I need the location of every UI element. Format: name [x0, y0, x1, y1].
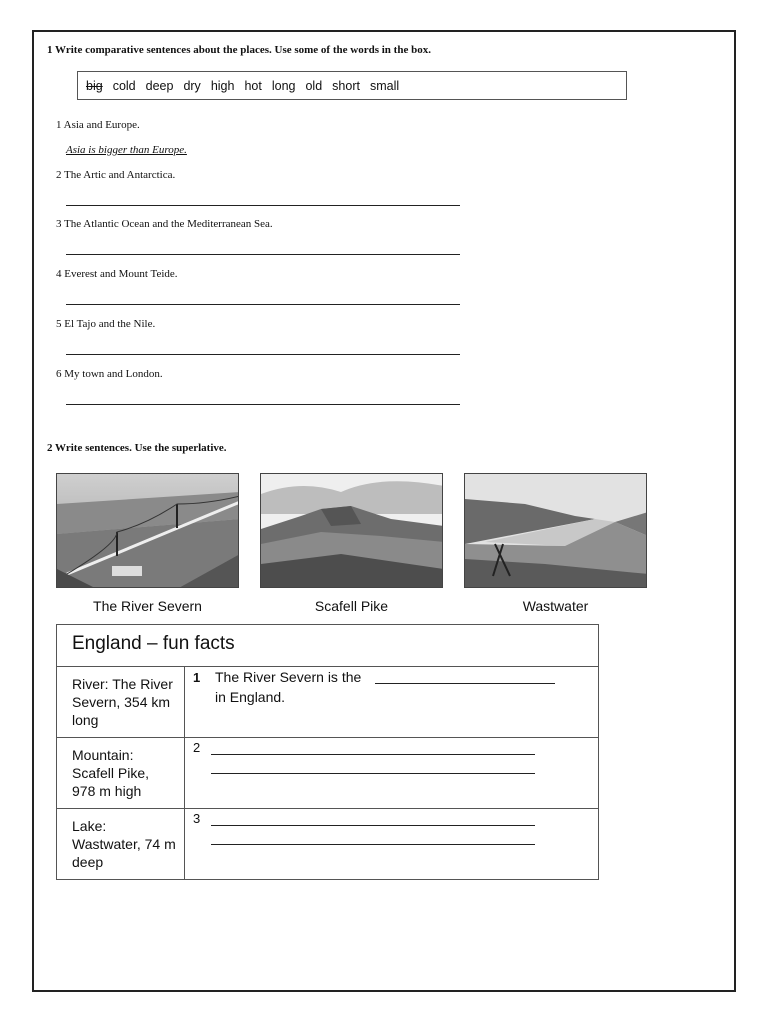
answer-line-5[interactable] [66, 354, 460, 355]
fact-mountain: Mountain: Scafell Pike, 978 m high [57, 738, 185, 809]
answer-line-s2-1[interactable] [375, 683, 555, 684]
answer-cell-3 [185, 809, 599, 880]
table-title: England – fun facts [57, 625, 599, 667]
word-dry: dry [183, 78, 201, 93]
answer-line-s2-3a[interactable] [211, 825, 535, 826]
word-big: big [86, 78, 103, 93]
section1-heading: 1 Write comparative sentences about the places. Use some of the words in the box. [47, 44, 431, 56]
sentence-start-1: The River Severn is the [215, 669, 362, 685]
answer-number-2: 2 [193, 740, 201, 755]
exercise-item-2: 2 The Artic and Antarctica. [56, 169, 176, 181]
word-long: long [271, 78, 296, 93]
answer-line-6[interactable] [66, 404, 460, 405]
answer-line-4[interactable] [66, 304, 460, 305]
sentence-end-1: in England. [215, 689, 286, 705]
caption-scafell-pike: Scafell Pike [314, 598, 389, 614]
word-old: old [305, 78, 323, 93]
word-hot: hot [244, 78, 262, 93]
exercise-item-3: 3 The Atlantic Ocean and the Mediterranean Sea. [56, 218, 273, 230]
exercise-item-1: 1 Asia and Europe. [56, 119, 140, 131]
fact-lake: Lake: Wastwater, 74 m deep [57, 809, 185, 880]
word-short: short [332, 78, 360, 93]
fact-river: River: The River Severn, 354 km long [57, 667, 185, 738]
exercise-item-4: 4 Everest and Mount Teide. [56, 268, 178, 280]
answer-number-3: 3 [193, 811, 201, 826]
fun-facts-table [56, 624, 599, 880]
section2-heading: 2 Write sentences. Use the superlative. [47, 442, 227, 454]
word-cold: cold [112, 78, 136, 93]
answer-cell-2 [185, 738, 599, 809]
word-high: high [210, 78, 235, 93]
caption-wastwater: Wastwater [522, 598, 589, 614]
bridge-photo [56, 473, 239, 588]
answer-cell-1 [185, 667, 599, 738]
lake-photo [464, 473, 647, 588]
exercise-item-6: 6 My town and London. [56, 368, 163, 380]
answer-number-1: 1 [193, 670, 201, 685]
caption-river-severn: The River Severn [93, 598, 202, 614]
word-box [77, 71, 627, 100]
exercise-item-5: 5 El Tajo and the Nile. [56, 318, 156, 330]
answer-line-s2-3b[interactable] [211, 844, 535, 845]
example-answer: Asia is bigger than Europe. [66, 144, 187, 156]
answer-line-s2-2a[interactable] [211, 754, 535, 755]
answer-line-2[interactable] [66, 205, 460, 206]
mountain-photo [260, 473, 443, 588]
answer-line-s2-2b[interactable] [211, 773, 535, 774]
answer-line-3[interactable] [66, 254, 460, 255]
word-small: small [369, 78, 400, 93]
word-deep: deep [145, 78, 174, 93]
